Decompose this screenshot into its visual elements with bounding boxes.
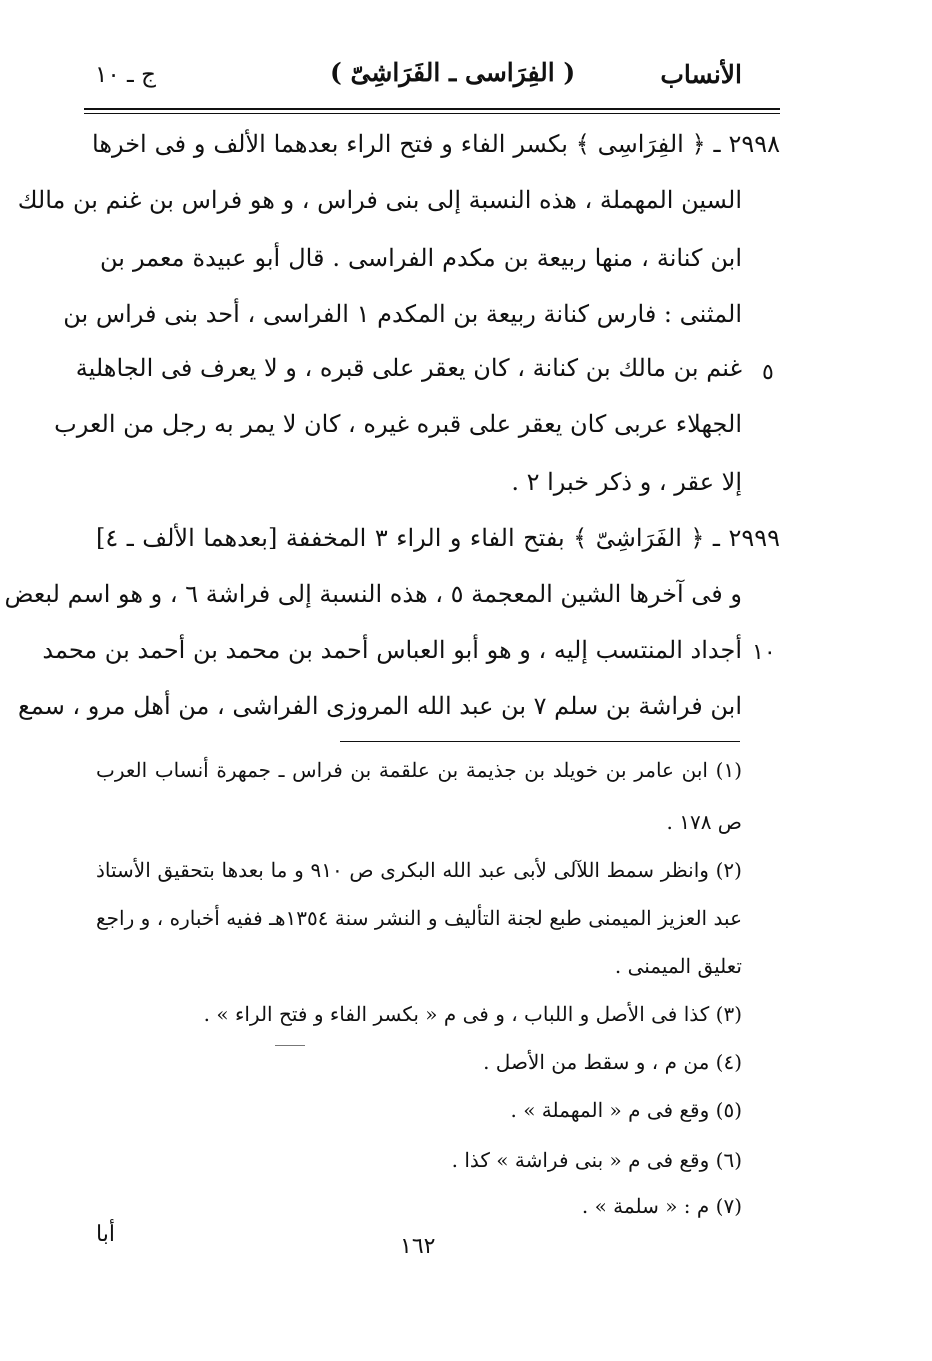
footnote-1-cont: ص ١٧٨ . [666, 810, 742, 834]
margin-line-number-5: ٥ [762, 360, 774, 385]
header-rule [84, 108, 780, 110]
footnote-1: (١) ابن عامر بن خويلد بن جذيمة بن علقمة بن فراس ـ جمهرة أنساب العرب [96, 758, 742, 782]
footnote-2-end: تعليق الميمنى . [614, 954, 742, 978]
volume-label: ج ـ ١٠ [95, 62, 156, 88]
text-line-7: إلا عقر ، و ذكر خبرا ٢ . [511, 468, 742, 496]
ink-mark [275, 1045, 305, 1046]
running-head: ( الفِرَاسى ـ الفَرَاشِىّ ) [330, 58, 576, 87]
text-line-11: ابن فراشة بن سلم ٧ بن عبد الله المروزى الفراشى ، من أهل مرو ، سمع [18, 692, 742, 720]
header-rule-thin [84, 113, 780, 114]
text-line-4: المثنى : فارس كنانة ربيعة بن المكدم ١ الفراسى ، أحد بنى فراس بن [63, 300, 742, 328]
text-line-1: ٢٩٩٨ ـ ﴿ الفِرَاسِى ﴾ بكسر الفاء و فتح الراء بعدهما الألف و فى اخرها [92, 130, 780, 158]
text-line-5: غنم بن مالك بن كنانة ، كان يعقر على قبره ، و لا يعرف فى الجاهلية [75, 354, 742, 382]
footnote-6: (٦) وقع فى م « بنى فراشة » كذا . [451, 1148, 742, 1172]
text-line-6: الجهلاء عربى كان يعقر على قبره غيره ، كان لا يمر به رجل من العرب [54, 410, 742, 438]
page-number: ١٦٢ [400, 1234, 436, 1259]
book-title: الأنساب [660, 60, 742, 89]
catchword: أبا [96, 1222, 115, 1247]
text-line-8: ٢٩٩٩ ـ ﴿ الفَرَاشِىّ ﴾ بفتح الفاء و الراء ٣ المخففة [بعدهما الألف ـ ٤] [96, 524, 780, 552]
text-line-3: ابن كنانة ، منها ربيعة بن مكدم الفراسى . قال أبو عبيدة معمر بن [100, 244, 742, 272]
text-line-2: السين المهملة ، هذه النسبة إلى بنى فراس ، و هو فراس بن غنم بن مالك [17, 186, 742, 214]
footnote-rule [340, 741, 740, 742]
margin-line-number-10: ١٠ [752, 640, 776, 665]
text-line-10: أجداد المنتسب إليه ، و هو أبو العباس أحمد بن محمد بن أحمد بن محمد [42, 636, 742, 664]
footnote-4: (٤) من م ، و سقط من الأصل . [483, 1050, 742, 1074]
text-line-9: و فى آخرها الشين المعجمة ٥ ، هذه النسبة إلى فراشة ٦ ، و هو اسم لبعض [4, 580, 742, 608]
footnote-2: (٢) وانظر سمط اللآلى لأبى عبد الله البكرى ص ٩١٠ و ما بعدها بتحقيق الأستاذ [96, 858, 742, 882]
footnote-2-cont: عبد العزيز الميمنى طبع لجنة التأليف و النشر سنة ١٣٥٤هـ ففيه أخباره ، و راجع [96, 906, 743, 930]
footnote-7: (٧) م : « سلمة » . [581, 1194, 742, 1218]
footnote-3: (٣) كذا فى الأصل و اللباب ، و فى م « بكسر الفاء و فتح الراء » . [203, 1002, 742, 1026]
footnote-5: (٥) وقع فى م « المهملة » . [510, 1098, 742, 1122]
